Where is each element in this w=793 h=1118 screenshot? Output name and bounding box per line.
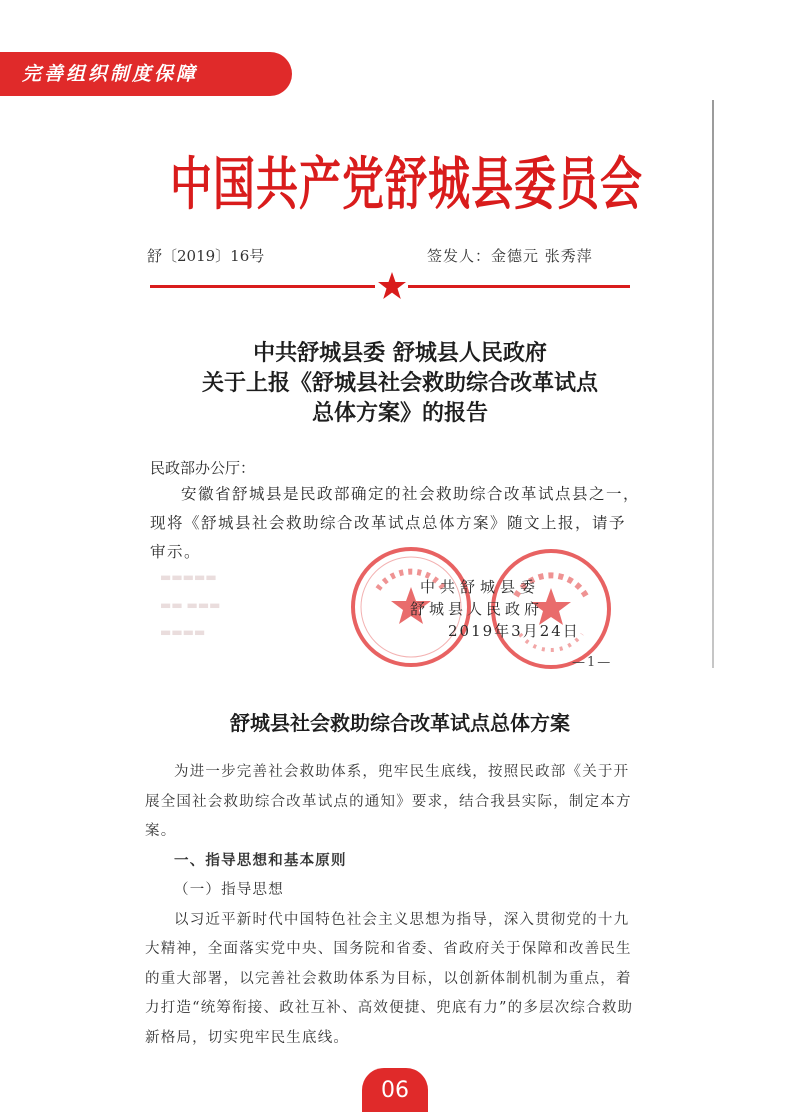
document-number: 舒〔2019〕16号 (147, 247, 265, 265)
report-title (130, 338, 670, 428)
letter-body: 安徽省舒城县是民政部确定的社会救助综合改革试点县之一，现将《舒城县社会救助综合改革试点总体方案》随文上报，请予审示。 (150, 485, 641, 561)
red-rule-left (150, 285, 375, 288)
signer-line: 签发人：金德元 张秀萍 (427, 247, 593, 265)
document-page-marker: —1— (572, 655, 613, 670)
signature-party: 中共舒城县委 (420, 578, 541, 596)
red-rule-right (408, 285, 630, 288)
bleed-through-mark: ▬▬▬▬▬ (160, 570, 217, 584)
report-title-line: 中共舒城县委 舒城县人民政府 (253, 340, 547, 366)
plan-body (145, 758, 637, 1053)
section-heading: 一、指导思想和基本原则 (174, 852, 347, 869)
report-title-line: 总体方案》的报告 (311, 400, 488, 426)
salutation: 民政部办公厅： (150, 459, 256, 477)
bleed-through-mark: ▬▬ ▬▬▬ (160, 598, 221, 612)
document-header: 中国共产党舒城县委员会 (170, 150, 644, 217)
subsection-heading: （一）指导思想 (174, 882, 284, 898)
plan-title: 舒城县社会救助综合改革试点总体方案 (230, 711, 570, 735)
signature-date: 2019年3月24日 (448, 622, 580, 640)
plan-paragraph: 以习近平新时代中国特色社会主义思想为指导，深入贯彻党的十九大精神，全面落实党中央、国务院和省委、省政府关于保障和改善民生的重大部署，以完善社会救助体系为目标，以创新体制机制为重点，着力打造“统筹衔接、政社互补、高效便捷、兜底有力”的多层次综合救助新格局，切实兜牢民生底线。 (145, 911, 634, 1046)
report-title-line: 关于上报《舒城县社会救助综合改革试点 (201, 370, 598, 396)
plan-intro: 为进一步完善社会救助体系，兜牢民生底线，按照民政部《关于开展全国社会救助综合改革试点的通知》要求，结合我县实际，制定本方案。 (145, 764, 632, 839)
scan-edge-line (712, 100, 714, 668)
section-banner: 完善组织制度保障 (0, 52, 292, 96)
signature-government: 舒城县人民政府 (410, 600, 544, 618)
bleed-through-mark: ▬▬▬▬ (160, 625, 206, 639)
page-number-badge: 06 (362, 1068, 428, 1112)
star-icon (377, 271, 407, 301)
